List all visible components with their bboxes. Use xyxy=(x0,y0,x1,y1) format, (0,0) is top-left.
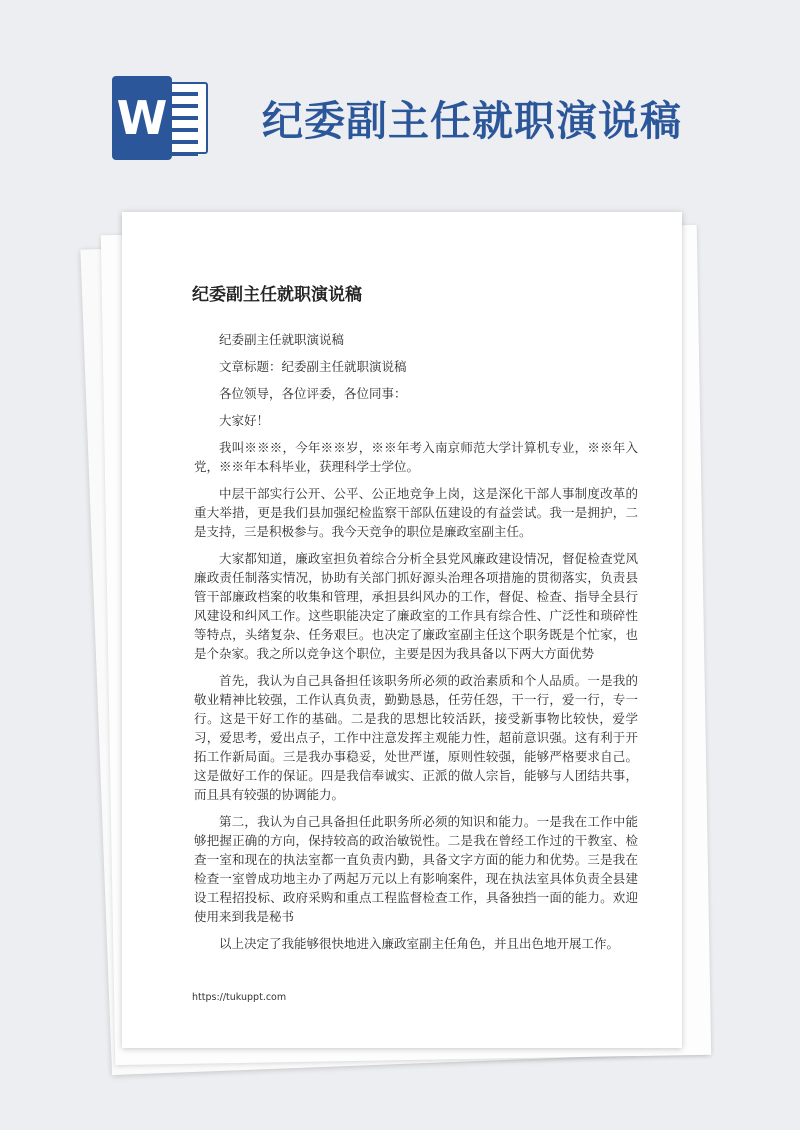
header-title: 纪委副主任就职演说稿 xyxy=(262,97,682,145)
document-page xyxy=(122,212,682,1048)
header xyxy=(0,0,800,210)
word-letter: W xyxy=(112,76,172,160)
paragraph: 首先，我认为自己具备担任该职务所必须的政治素质和个人品质。一是我的敬业精神比较强，工作认真负责，勤勤恳恳，任劳任怨，干一行，爱一行，专一行。这是干好工作的基础。二是我的思想比较活跃，接受新事物比较快，爱学习，爱思考，爱出点子，工作中注意发挥主观能力性，超前意识强。这有利于开拓工作新局面。三是我办事稳妥，处世严谨，原则性较强，能够严格要求自己。这是做好工作的保证。四是我信奉诚实、正派的做人宗旨，能够与人团结共事，而且具有较强的协调能力。 xyxy=(194,673,638,802)
paragraph: 大家好！ xyxy=(219,413,270,428)
word-document-icon xyxy=(112,76,212,160)
footer-url: https://tukuppt.com xyxy=(192,992,287,1003)
document-body xyxy=(194,330,638,961)
paragraph: 纪委副主任就职演说稿 xyxy=(219,332,345,347)
document-title: 纪委副主任就职演说稿 xyxy=(192,285,362,305)
paragraph: 文章标题：纪委副主任就职演说稿 xyxy=(219,359,407,374)
paragraph: 各位领导，各位评委，各位同事： xyxy=(219,386,407,401)
paragraph: 以上决定了我能够很快地进入廉政室副主任角色，并且出色地开展工作。 xyxy=(219,936,620,951)
paragraph: 我叫※※※，今年※※岁，※※年考入南京师范大学计算机专业，※※年入党，※※年本科毕业，获理科学士学位。 xyxy=(194,440,638,474)
paragraph: 第二，我认为自己具备担任此职务所必须的知识和能力。一是我在工作中能够把握正确的方向，保持较高的政治敏锐性。二是我在曾经工作过的干教室、检查一室和现在的执法室都一直负责内勤，具备文字方面的能力和优势。三是我在检查一室曾成功地主办了两起万元以上有影响案件，现在执法室具体负责全县建设工程招投标、政府采购和重点工程监督检查工作，具备独挡一面的能力。欢迎使用来到我是秘书 xyxy=(194,814,638,924)
paragraph: 大家都知道，廉政室担负着综合分析全县党风廉政建设情况，督促检查党风廉政责任制落实情况，协助有关部门抓好源头治理各项措施的贯彻落实，负责县管干部廉政档案的收集和管理，承担县纠风办的工作，督促、检查、指导全县行风建设和纠风工作。这些职能决定了廉政室的工作具有综合性、广泛性和琐碎性等特点，头绪复杂、任务艰巨。也决定了廉政室副主任这个职务既是个忙家，也是个杂家。我之所以竞争这个职位，主要是因为我具备以下两大方面优势 xyxy=(194,551,638,661)
paragraph: 中层干部实行公开、公平、公正地竞争上岗，这是深化干部人事制度改革的重大举措，更是我们县加强纪检监察干部队伍建设的有益尝试。我一是拥护，二是支持，三是积极参与。我今天竞争的职位是廉政室副主任。 xyxy=(194,486,638,539)
